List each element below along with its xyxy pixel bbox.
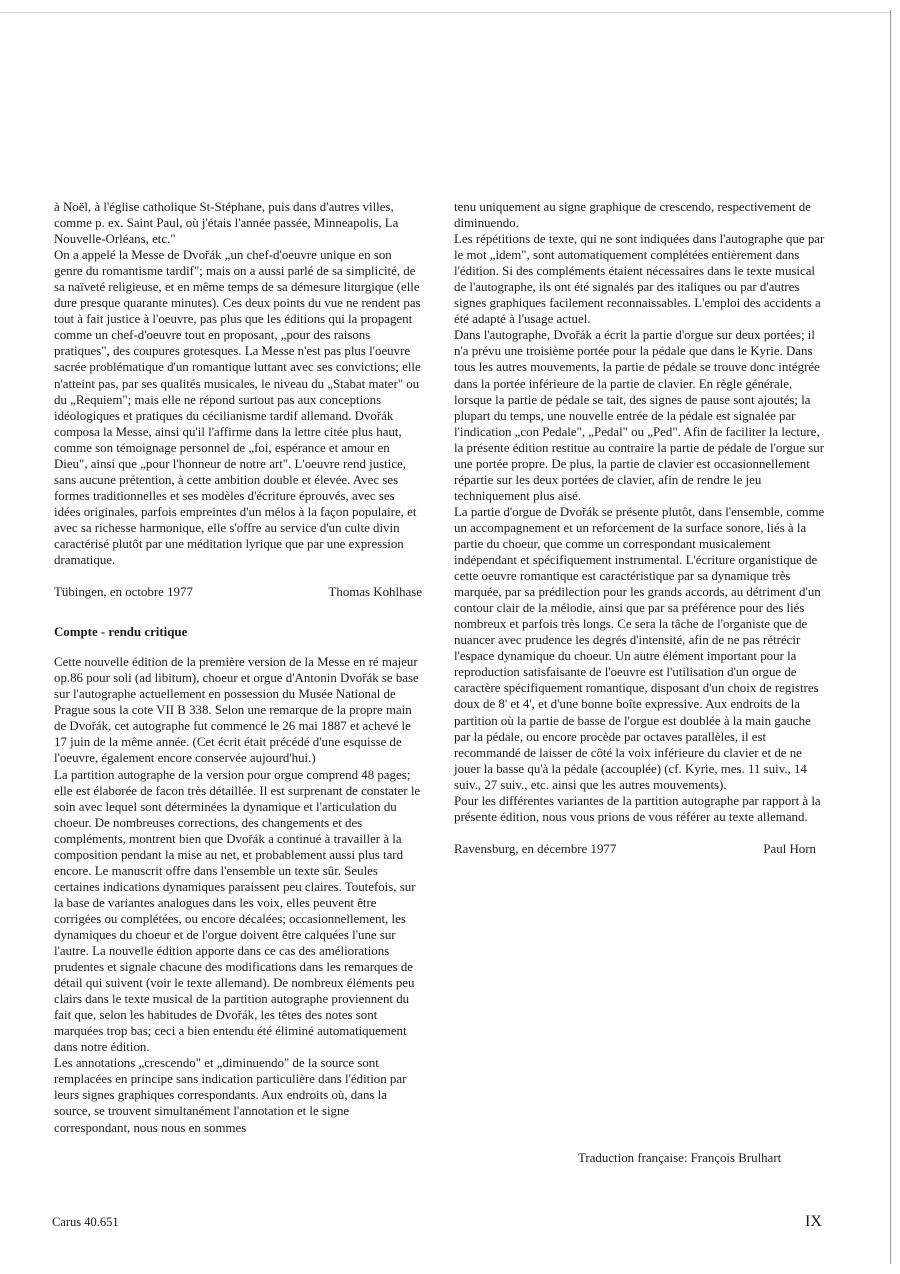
signature-place-date: Ravensburg, en décembre 1977 — [454, 841, 617, 856]
signature-horn — [454, 841, 830, 857]
right-paragraph-2: Les répétitions de texte, qui ne sont indiquées dans l'autographe que par le mot „idem", sont automatiquement complétées entièrement dans l'édition. Si des compléments étaient nécessaires dans le texte musical de l'autographe, ils ont été signalés par des italiques ou par d'autres signes graphiques facilement reconnaissables. L'emploi des accidents a été adapté à l'usage actuel. — [454, 232, 825, 327]
intro-paragraph-1: à Noël, à l'église catholique St-Stéphane, puis dans d'autres villes, comme p. ex. Saint Paul, où j'étais l'année passée, Minneapolis, La Nouvelle-Orléans, etc." — [54, 200, 399, 247]
critique-paragraph-1: Cette nouvelle édition de la première version de la Messe en ré majeur op.86 pour soli (ad libitum), choeur et orgue d'Antonin Dvořák se base sur l'autographe actuellement en possession du Musée National de Prague sous la cote VII B 338. Selon une remarque de la propre main de Dvořák, cet autographe fut commencé le 26 mai 1887 et achevé le 17 juin de la même année. (Cet écrit était précédé d'une esquisse de l'oeuvre, également encore conservée aujourd'hui.) — [54, 655, 419, 766]
right-paragraph-3: Dans l'autographe, Dvořák a écrit la partie d'orgue sur deux portées; il n'a prévu une troisième portée pour la pédale que dans le Kyrie. Dans tous les autres mouvements, la partie de pédale se trouve donc intégrée dans la portée inférieure de la partie de clavier. En règle générale, lorsque la partie de pédale se tait, des signes de pause sont ajoutés; la plupart du temps, une nouvelle entrée de la pédale est signalée par l'indication „con Pedale", „Pedal" ou „Ped". Afin de faciliter la lecture, la présente édition restitue au contraire la partie de pédale de l'orgue sur une portée propre. De plus, la partie de clavier est occasionnellement répartie sur les deux portées de clavier, afin de rendre le jeu techniquement plus aisé. — [454, 328, 825, 503]
intro-paragraph-2: On a appelé la Messe de Dvořák „un chef-d'oeuvre unique en son genre du romantisme tardif"; mais on a aussi parlé de sa simplicité, de sa naïveté religieuse, et en même temps de sa démesure liturgique (elle dure presque quarante minutes). Ces deux points du vue ne rendent pas tout à fait justice à l'oeuvre, pas plus que les éditions qui la propagent comme un chef-d'oeuvre tout en proposant, „pour des raisons pratiques", des coupures grotesques. La Messe n'est pas plus l'oeuvre sacrée problématique d'un romantique luttant avec ses convictions; elle n'atteint pas, par ses qualités musicales, le niveau du „Stabat mater" ou du „Requiem"; mais elle ne répond surtout pas aux conceptions idéologiques et pratiques du cécilianisme tardif allemand. Dvořák composa la Messe, ainsi qu'il l'affirme dans la lettre citée plus haut, comme son témoignage personnel de „foi, espérance et amour en Dieu", ainsi que „pour l'honneur de notre art". L'oeuvre rend justice, sans aucune prétention, à cette ambition double et élevée. Avec ses formes traditionnelles et ses modèles d'écriture éprouvés, avec ses idées originales, parfois empreintes d'un mélos à la façon populaire, et avec sa richesse harmonique, elle s'offre au service d'un culte divin caractérisé plutôt par une méditation lyrique que par une expression dramatique. — [54, 248, 421, 568]
section-heading: Compte - rendu critique — [54, 625, 188, 640]
signature-place-date: Tübingen, en octobre 1977 — [54, 585, 193, 600]
right-column — [454, 199, 830, 857]
right-paragraph-5: Pour les différentes variantes de la partition autographe par rapport à la présente édition, nous vous prions de vous référer au texte allemand. — [454, 793, 821, 824]
signature-kohlhase — [54, 584, 422, 600]
page-right-edge — [890, 10, 891, 1264]
left-column — [54, 199, 422, 1136]
translation-credit: Traduction française: François Brulhart — [578, 1151, 782, 1165]
catalog-number: Carus 40.651 — [52, 1215, 119, 1229]
right-paragraph-1: tenu uniquement au signe graphique de crescendo, respectivement de diminuendo. — [454, 200, 811, 231]
critique-paragraph-2: La partition autographe de la version pour orgue comprend 48 pages; elle est élaborée de facon très détaillée. Il est surprenant de constater le soin avec lequel sont déterminées la dynamique et l'articulation du choeur. De nombreuses corrections, des changements et des compléments, montrent bien que Dvořák a continué à travailler à la composition pendant la mise au net, et probablement aussi plus tard encore. Le manuscrit offre dans l'ensemble un texte sûr. Seules certaines indications dynamiques paraissent peu claires. Toutefois, sur la base de variantes analogues dans les voix, elles peuvent être corrigées ou complétées, ou encore décalées; occasionnellement, les dynamiques du choeur et de l'orgue doivent être calquées l'une sur l'autre. La nouvelle édition apporte dans ce cas des améliorations prudentes et signale chacune des modifications dans les remarques de détail qui suivent (voir le texte allemand). De nombreux éléments peu clairs dans le texte musical de la partition autographe proviennent du fait que, selon les habitudes de Dvořák, les têtes des notes sont marquées trop bas; ceci a bien entendu été éliminé automatiquement dans notre édition. — [54, 767, 421, 1055]
signature-author: Paul Horn — [763, 841, 816, 856]
page-top-edge — [0, 12, 890, 13]
signature-author: Thomas Kohlhase — [328, 585, 422, 600]
right-paragraph-4: La partie d'orgue de Dvořák se présente plutôt, dans l'ensemble, comme un accompagnement et un reforcement de la surface sonore, liés à la partie du choeur, que comme un correspondant musicalement indépendant et spécifiquement instrumental. L'écriture organistique de cette oeuvre romantique est caractéristique par sa dynamique très marquée, par sa prédilection pour les grands accords, au détriment d'un contour clair de la mélodie, ainsi que par sa préférence pour des liés nombreux et parfois très longs. Ce sera la tâche de l'organiste que de nuancer avec prudence les degrés d'intensité, afin de ne pas rétrécir l'espace dynamique du choeur. Un autre élément important pour la reproduction satisfaisante de l'oeuvre est l'utilisation d'un orgue de caractère spécifiquement romantique, disposant d'un choix de registres doux de 8' et 4', et d'une bonne boîte expressive. Aux endroits de la partition où la partie de basse de l'orgue est doublée à la main gauche par la pédale, ou encore procède par octaves parallèles, il est recommandé de laisser de côté la voix inférieure du clavier et de ne jouer la basse qu'à la pédale (accouplée) (cf. Kyrie, mes. 11 suiv., 14 suiv., 27 suiv., etc. ainsi que les autres mouvements). — [454, 504, 825, 792]
critique-paragraph-3: Les annotations „crescendo" et „diminuendo" de la source sont remplacées en principe sans indication particulière dans l'édition par leurs signes graphiques correspondants. Aux endroits où, dans la source, se trouvent simultanément l'annotation et le signe correspondant, nous nous en sommes — [54, 1056, 407, 1135]
page-number: IX — [805, 1213, 822, 1230]
